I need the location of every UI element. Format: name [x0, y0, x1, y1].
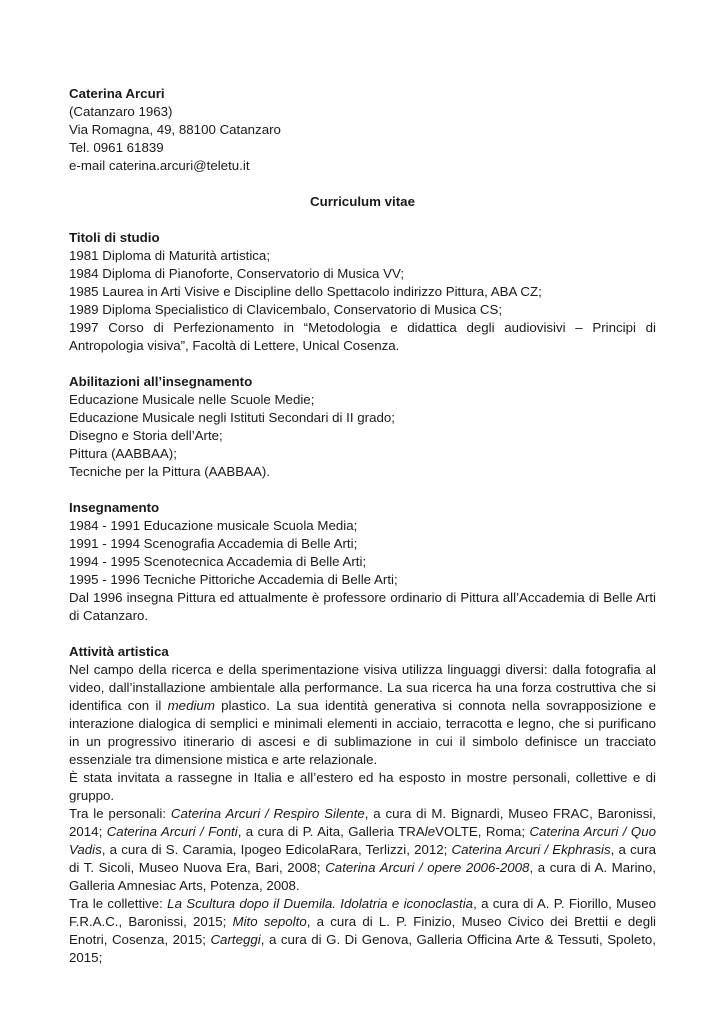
list-item: 1995 - 1996 Tecniche Pittoriche Accademia di Belle Arti;	[69, 572, 398, 587]
author-name: Caterina Arcuri	[69, 86, 165, 101]
section-insegnamento	[69, 499, 656, 625]
list-item: Educazione Musicale negli Istituti Secondari di II grado;	[69, 410, 395, 425]
list-item: 1997 Corso di Perfezionamento in “Metodologia e didattica degli audiovisivi – Principi di Antropologia visiva”, Facoltà di Lettere, Unical Cosenza.	[69, 320, 656, 353]
list-item: 1989 Diploma Specialistico di Clavicembalo, Conservatorio di Musica CS;	[69, 302, 503, 317]
list-item: 1984 - 1991 Educazione musicale Scuola Media;	[69, 518, 358, 533]
list-item: 1984 Diploma di Pianoforte, Conservatorio di Musica VV;	[69, 266, 405, 281]
email: e-mail caterina.arcuri@teletu.it	[69, 158, 250, 173]
list-item: 1991 - 1994 Scenografia Accademia di Belle Arti;	[69, 536, 358, 551]
list-item: 1994 - 1995 Scenotecnica Accademia di Belle Arti;	[69, 554, 367, 569]
list-item: Tecniche per la Pittura (AABBAA).	[69, 464, 271, 479]
list-item: Dal 1996 insegna Pittura ed attualmente è professore ordinario di Pittura all’Accademia di Belle Arti di Catanzaro.	[69, 590, 656, 623]
section-attivita	[69, 643, 656, 967]
paragraph: È stata invitata a rassegne in Italia e all’estero ed ha esposto in mostre personali, collettive e di gruppo.	[69, 770, 656, 803]
section-titoli	[69, 229, 656, 355]
birth-info: (Catanzaro 1963)	[69, 104, 173, 119]
section-heading: Abilitazioni all’insegnamento	[69, 374, 253, 389]
section-heading: Attività artistica	[69, 644, 169, 659]
paragraph-collettive: Tra le collettive: La Scultura dopo il Duemila. Idolatria e iconoclastia, a cura di A. P. Fiorillo, Museo F.R.A.C., Baronissi, 2015; Mito sepolto, a cura di L. P. Finizio, Museo Civico dei Brettii e degli Enotri, Cosenza, 2015; Carteggi, a cura di G. Di Genova, Galleria Officina Arte & Tessuti, Spoleto, 2015;	[69, 896, 656, 965]
list-item: 1981 Diploma di Maturità artistica;	[69, 248, 271, 263]
cv-page	[69, 85, 656, 967]
address: Via Romagna, 49, 88100 Catanzaro	[69, 122, 281, 137]
list-item: Pittura (AABBAA);	[69, 446, 177, 461]
section-heading: Insegnamento	[69, 500, 160, 515]
paragraph: Nel campo della ricerca e della sperimentazione visiva utilizza linguaggi diversi: dalla fotografia al video, dall’installazione ambientale alla performance. La sua ricerca ha una forza costruttiva che si identifica con il medium plastico. La sua identità generativa si connota nella sovrapposizione e interazione dialogica di semplici e minimali elementi in acciaio, terracotta e legno, che si purificano in un progressivo itinerario di ascesi e di sublimazione in cui il simbolo definisce un tracciato essenziale tra dimensione mistica e arte relazionale.	[69, 662, 656, 767]
section-abilitazioni	[69, 373, 656, 481]
phone: Tel. 0961 61839	[69, 140, 164, 155]
document-title: Curriculum vitae	[310, 194, 415, 209]
contact-block	[69, 85, 656, 175]
paragraph-personali: Tra le personali: Caterina Arcuri / Respiro Silente, a cura di M. Bignardi, Museo FRAC, Baronissi, 2014; Caterina Arcuri / Fonti, a cura di P. Aita, Galleria TRAleVOLTE, Roma; Caterina Arcuri / Quo Vadis, a cura di S. Caramia, Ipogeo EdicolaRara, Terlizzi, 2012; Caterina Arcuri / Ekphrasis, a cura di T. Sicoli, Museo Nuova Era, Bari, 2008; Caterina Arcuri / opere 2006-2008, a cura di A. Marino, Galleria Amnesiac Arts, Potenza, 2008.	[69, 806, 657, 893]
section-heading: Titoli di studio	[69, 230, 160, 245]
list-item: Educazione Musicale nelle Scuole Medie;	[69, 392, 315, 407]
list-item: 1985 Laurea in Arti Visive e Discipline dello Spettacolo indirizzo Pittura, ABA CZ;	[69, 284, 542, 299]
list-item: Disegno e Storia dell’Arte;	[69, 428, 223, 443]
